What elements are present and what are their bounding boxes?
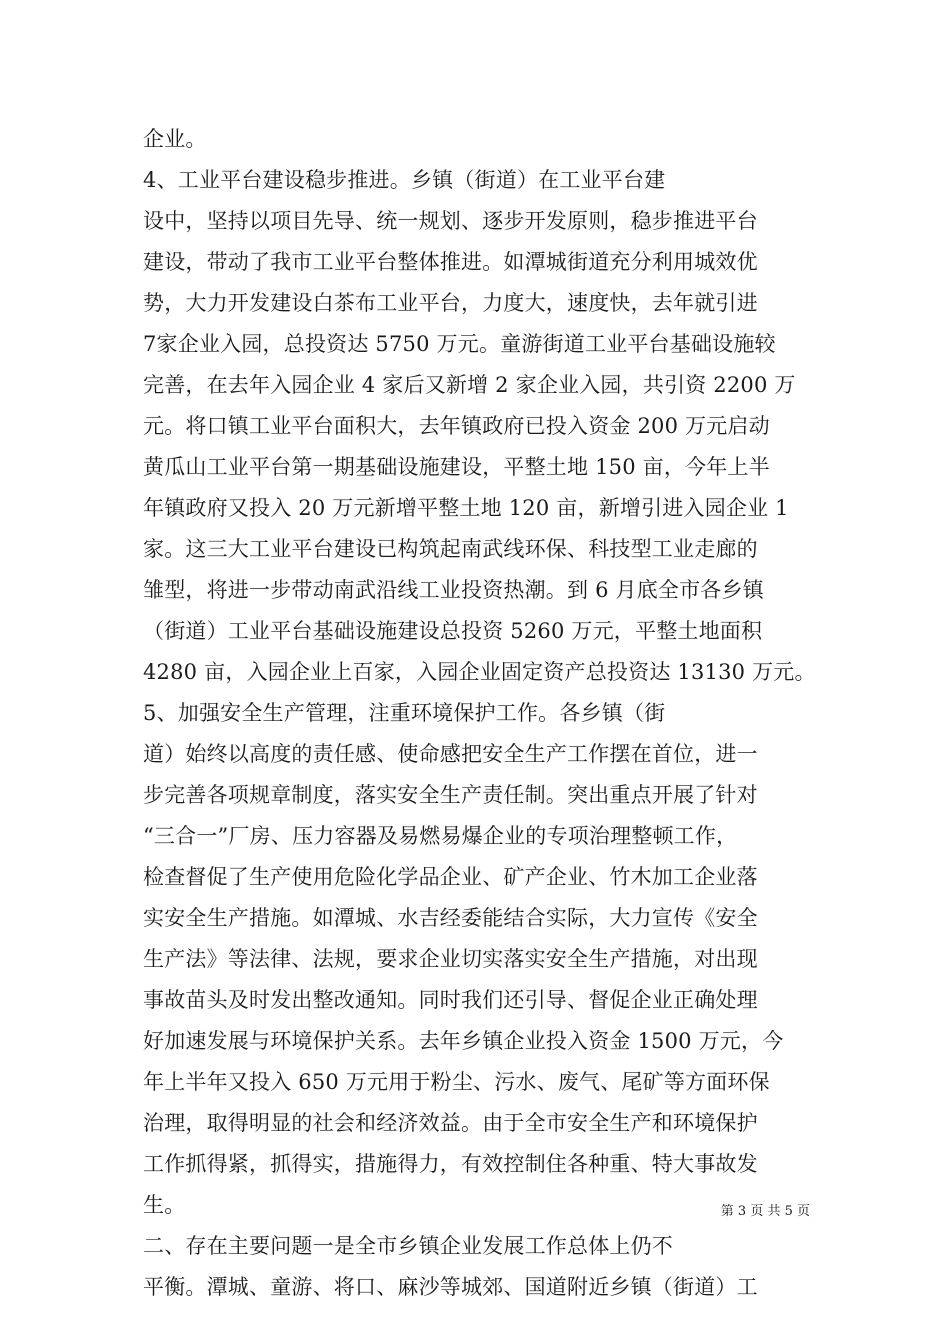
text-line: 家。这三大工业平台建设已构筑起南武线环保、科技型工业走廊的 [143, 537, 758, 561]
text-line: 设中，坚持以项目先导、统一规划、逐步开发原则，稳步推进平台 [143, 209, 758, 233]
text-line: “三合一”厂房、压力容器及易燃易爆企业的专项治理整顿工作， [143, 824, 738, 848]
text-line: 5、加强安全生产管理，注重环境保护工作。各乡镇（街 [143, 701, 666, 725]
text-line: 道）始终以高度的责任感、使命感把安全生产工作摆在首位，进一 [143, 742, 758, 766]
text-line: 治理，取得明显的社会和经济效益。由于全市安全生产和环境保护 [143, 1111, 758, 1135]
text-line: 年镇政府又投入 20 万元新增平整土地 120 亩，新增引进入园企业 1 [143, 496, 789, 520]
text-line: 7家企业入园，总投资达 5750 万元。童游街道工业平台基础设施较 [143, 332, 776, 356]
text-line: 势，大力开发建设白茶布工业平台，力度大，速度快，去年就引进 [143, 291, 758, 315]
text-line: 生产法》等法律、法规，要求企业切实落实安全生产措施，对出现 [143, 947, 758, 971]
text-line: 事故苗头及时发出整改通知。同时我们还引导、督促企业正确处理 [143, 988, 758, 1012]
text-line: 二、存在主要问题一是全市乡镇企业发展工作总体上仍不 [143, 1234, 673, 1258]
text-line: 完善，在去年入园企业 4 家后又新增 2 家企业入园，共引资 2200 万 [143, 373, 796, 397]
text-line: 企业。 [143, 127, 207, 151]
text-line: 平衡。潭城、童游、将口、麻沙等城郊、国道附近乡镇（街道）工 [143, 1275, 758, 1299]
text-line: 雏型，将进一步带动南武沿线工业投资热潮。到 6 月底全市各乡镇 [143, 578, 764, 602]
text-line: 元。将口镇工业平台面积大，去年镇政府已投入资金 200 万元启动 [143, 414, 770, 438]
text-line: 建设，带动了我市工业平台整体推进。如潭城街道充分利用城效优 [143, 250, 758, 274]
text-line: 黄瓜山工业平台第一期基础设施建设，平整土地 150 亩，今年上半 [143, 455, 770, 479]
text-line: 好加速发展与环境保护关系。去年乡镇企业投入资金 1500 万元，今 [143, 1029, 784, 1053]
text-line: 工作抓得紧，抓得实，措施得力，有效控制住各种重、特大事故发 [143, 1152, 758, 1176]
text-line: 检查督促了生产使用危险化学品企业、矿产企业、竹木加工企业落 [143, 865, 758, 889]
text-line: 年上半年又投入 650 万元用于粉尘、污水、废气、尾矿等方面环保 [143, 1070, 770, 1094]
text-line: 4280 亩，入园企业上百家，入园企业固定资产总投资达 13130 万元。 [143, 660, 816, 684]
text-line: 步完善各项规章制度，落实安全生产责任制。突出重点开展了针对 [143, 783, 758, 807]
text-line: 4、工业平台建设稳步推进。乡镇（街道）在工业平台建 [143, 168, 666, 192]
page-number: 第 3 页 共 5 页 [720, 1204, 810, 1219]
text-line: （街道）工业平台基础设施建设总投资 5260 万元，平整土地面积 [143, 619, 763, 643]
text-line: 生。 [143, 1193, 186, 1217]
text-line: 实安全生产措施。如潭城、水吉经委能结合实际，大力宣传《安全 [143, 906, 758, 930]
